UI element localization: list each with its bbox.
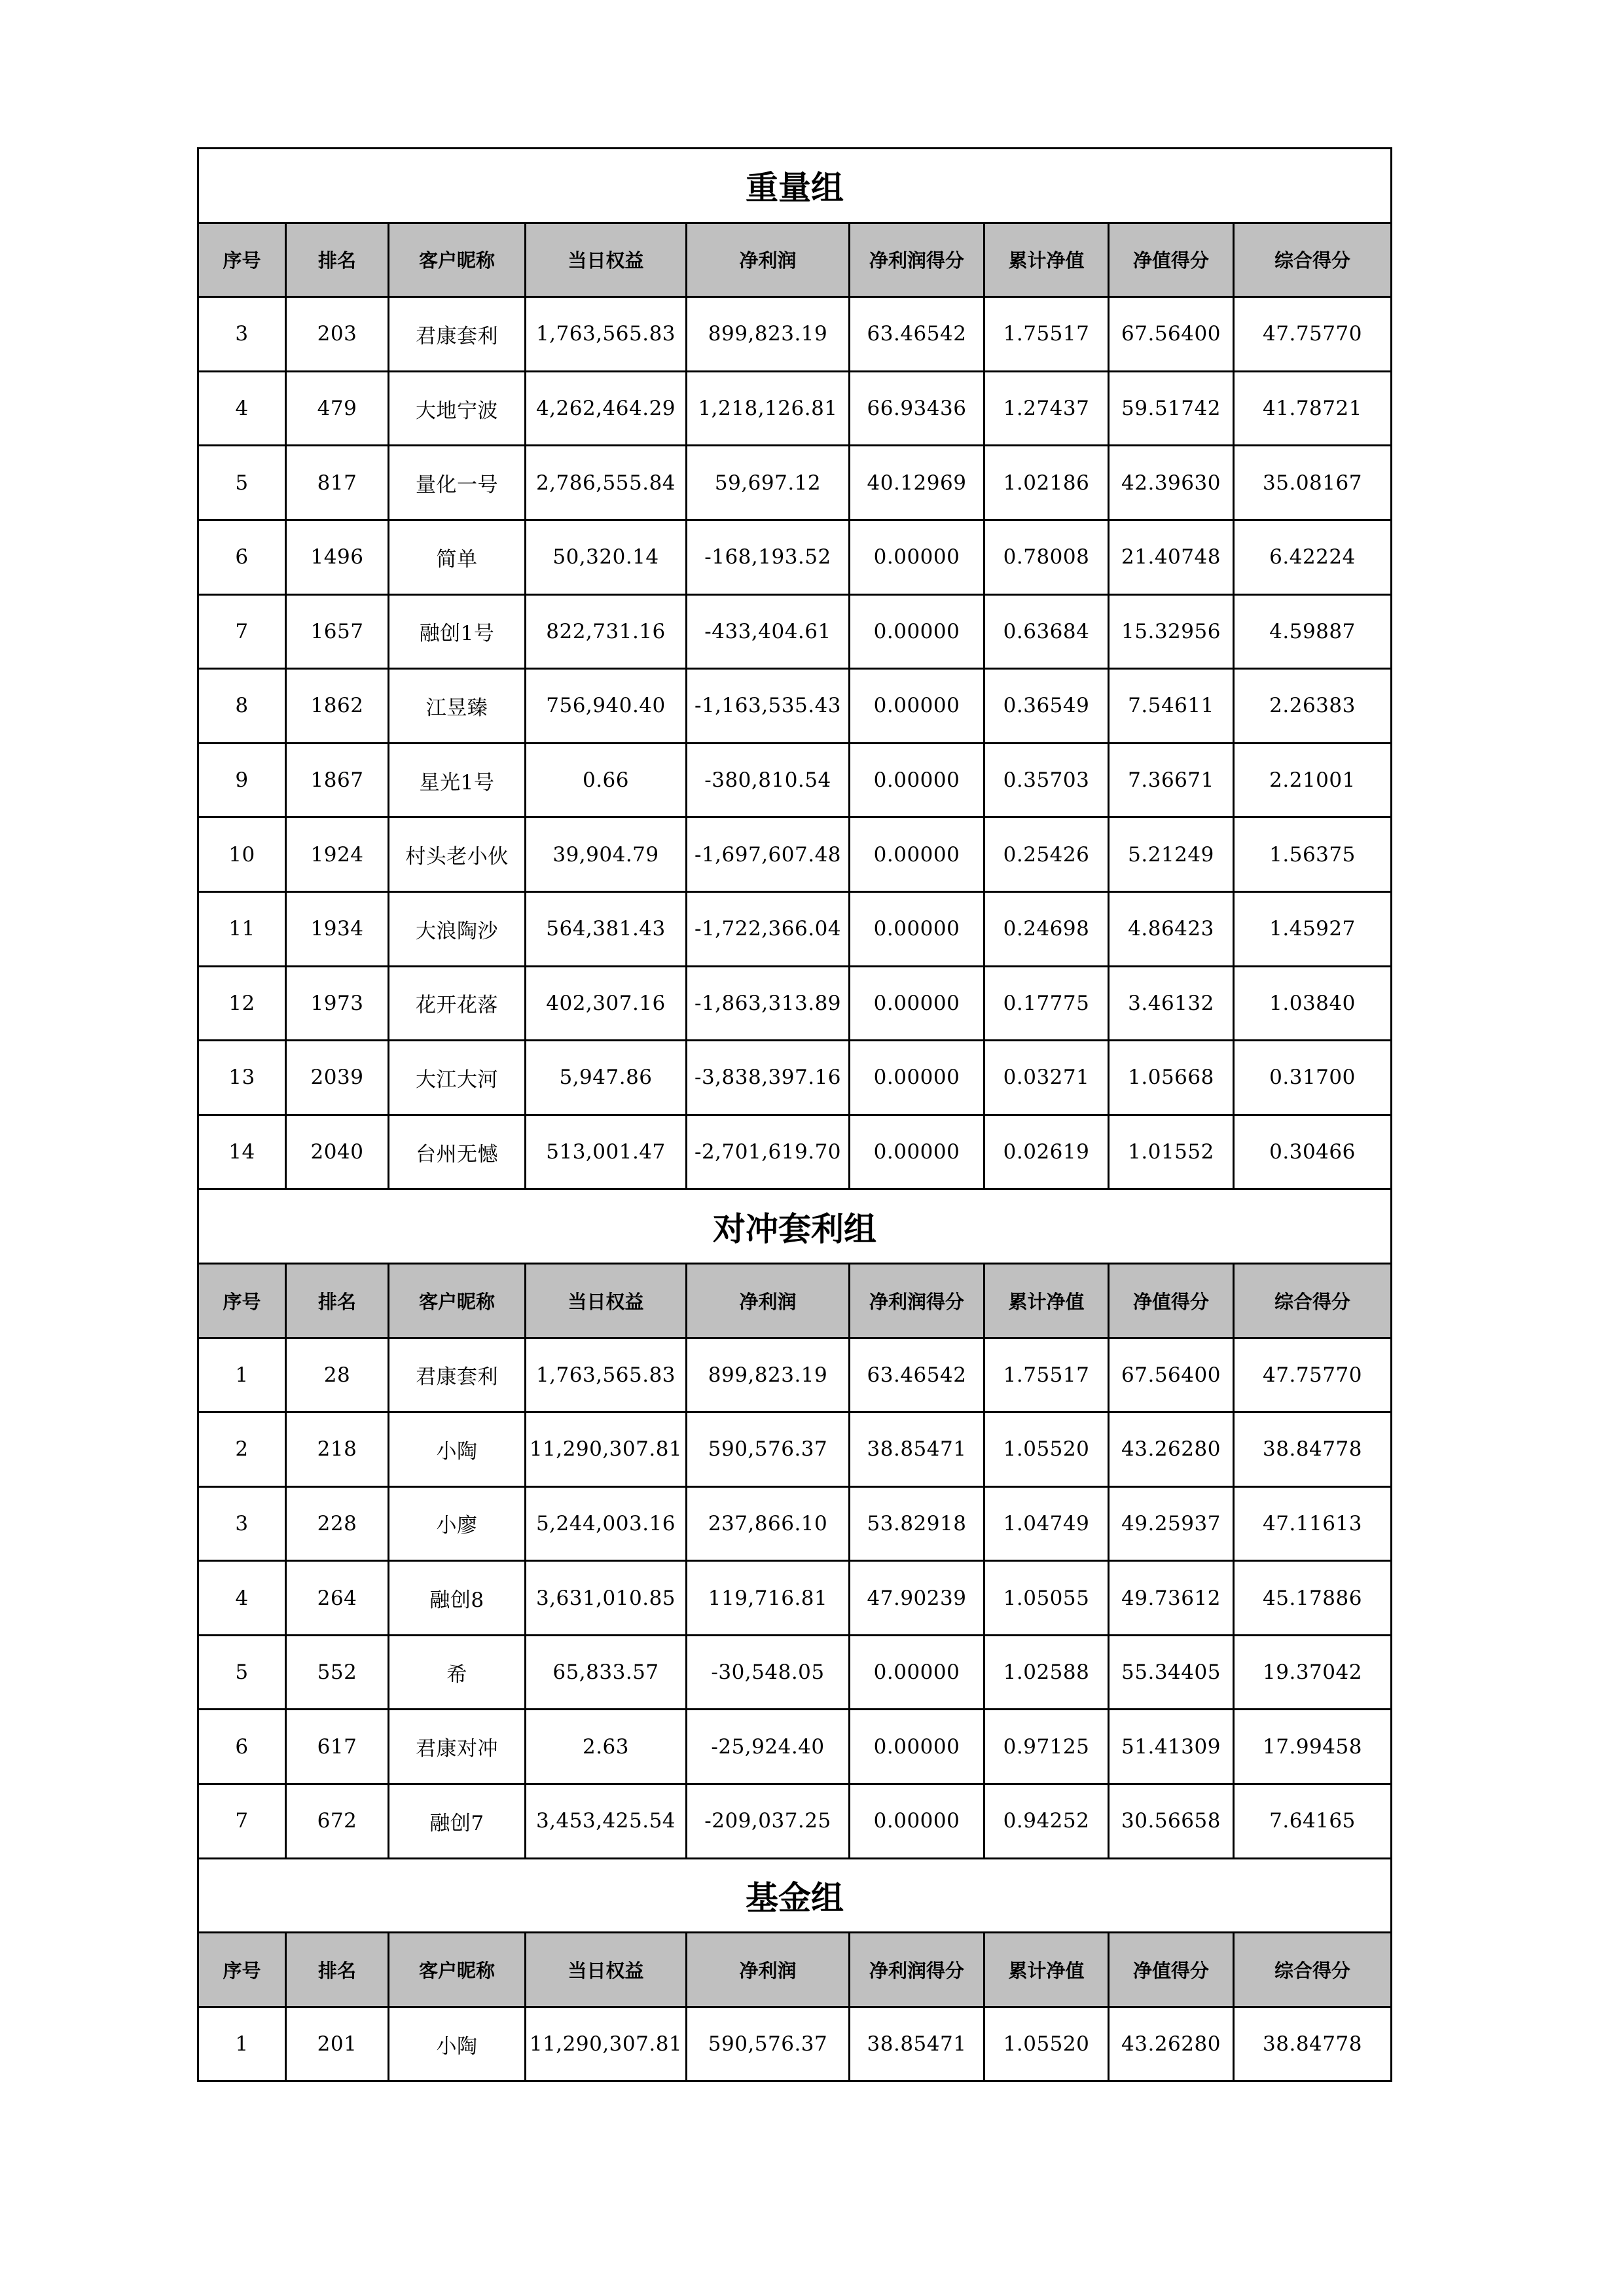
column-header-net-profit: 净利润 (687, 223, 850, 297)
column-header-seq: 序号 (198, 1933, 286, 2007)
cell-rank: 1924 (286, 817, 389, 892)
column-header-nickname: 客户昵称 (389, 1933, 526, 2007)
column-header-net-profit: 净利润 (687, 1933, 850, 2007)
table-row (198, 743, 1392, 817)
cell-seq: 6 (198, 520, 286, 594)
cell-equity: 513,001.47 (526, 1115, 687, 1189)
cell-net-profit: -433,404.61 (687, 594, 850, 669)
cell-rank: 479 (286, 371, 389, 446)
cell-cum-nav: 0.97125 (984, 1710, 1109, 1784)
column-header-net-profit-score: 净利润得分 (850, 1933, 984, 2007)
cell-rank: 817 (286, 446, 389, 520)
cell-equity: 3,453,425.54 (526, 1784, 687, 1859)
section-title-row (198, 1189, 1392, 1264)
cell-net-profit: 590,576.37 (687, 2007, 850, 2081)
cell-net-profit: -168,193.52 (687, 520, 850, 594)
table-row (198, 371, 1392, 446)
cell-nav-score: 5.21249 (1109, 817, 1234, 892)
cell-net-profit: 59,697.12 (687, 446, 850, 520)
cell-rank: 2039 (286, 1041, 389, 1115)
cell-cum-nav: 0.25426 (984, 817, 1109, 892)
column-header-row (198, 1933, 1392, 2007)
cell-net-profit: 119,716.81 (687, 1561, 850, 1636)
table-row (198, 1784, 1392, 1859)
cell-cum-nav: 1.04749 (984, 1486, 1109, 1561)
ranking-table (197, 147, 1392, 2082)
cell-rank: 672 (286, 1784, 389, 1859)
cell-seq: 1 (198, 1338, 286, 1412)
cell-nickname: 大浪陶沙 (389, 891, 526, 966)
cell-rank: 218 (286, 1412, 389, 1487)
column-header-cum-nav: 累计净值 (984, 1933, 1109, 2007)
column-header-rank: 排名 (286, 1933, 389, 2007)
table-row (198, 1412, 1392, 1487)
cell-cum-nav: 0.03271 (984, 1041, 1109, 1115)
cell-nickname: 台州无憾 (389, 1115, 526, 1189)
cell-nickname: 融创8 (389, 1561, 526, 1636)
cell-total-score: 19.37042 (1234, 1635, 1392, 1710)
table-row (198, 520, 1392, 594)
table-row (198, 1338, 1392, 1412)
cell-nav-score: 43.26280 (1109, 2007, 1234, 2081)
cell-total-score: 47.75770 (1234, 1338, 1392, 1412)
cell-net-profit-score: 63.46542 (850, 297, 984, 372)
cell-equity: 1,763,565.83 (526, 1338, 687, 1412)
cell-equity: 3,631,010.85 (526, 1561, 687, 1636)
cell-cum-nav: 0.02619 (984, 1115, 1109, 1189)
cell-total-score: 2.26383 (1234, 669, 1392, 744)
cell-net-profit-score: 0.00000 (850, 817, 984, 892)
cell-seq: 3 (198, 1486, 286, 1561)
cell-cum-nav: 1.02588 (984, 1635, 1109, 1710)
cell-seq: 11 (198, 891, 286, 966)
cell-equity: 5,244,003.16 (526, 1486, 687, 1561)
cell-rank: 228 (286, 1486, 389, 1561)
column-header-seq: 序号 (198, 1263, 286, 1338)
cell-equity: 39,904.79 (526, 817, 687, 892)
table-row (198, 1561, 1392, 1636)
table-row (198, 1710, 1392, 1784)
cell-seq: 10 (198, 817, 286, 892)
cell-rank: 1657 (286, 594, 389, 669)
cell-equity: 11,290,307.81 (526, 1412, 687, 1487)
cell-equity: 4,262,464.29 (526, 371, 687, 446)
cell-rank: 1973 (286, 966, 389, 1041)
cell-net-profit-score: 0.00000 (850, 1635, 984, 1710)
cell-equity: 564,381.43 (526, 891, 687, 966)
cell-total-score: 0.30466 (1234, 1115, 1392, 1189)
cell-cum-nav: 1.27437 (984, 371, 1109, 446)
cell-equity: 65,833.57 (526, 1635, 687, 1710)
cell-net-profit-score: 63.46542 (850, 1338, 984, 1412)
cell-net-profit: -1,722,366.04 (687, 891, 850, 966)
cell-seq: 5 (198, 446, 286, 520)
ranking-table-body (198, 149, 1392, 2081)
cell-nav-score: 1.01552 (1109, 1115, 1234, 1189)
column-header-nickname: 客户昵称 (389, 223, 526, 297)
cell-nav-score: 59.51742 (1109, 371, 1234, 446)
cell-total-score: 1.45927 (1234, 891, 1392, 966)
cell-nav-score: 3.46132 (1109, 966, 1234, 1041)
cell-net-profit-score: 0.00000 (850, 966, 984, 1041)
cell-nickname: 村头老小伙 (389, 817, 526, 892)
cell-equity: 822,731.16 (526, 594, 687, 669)
column-header-rank: 排名 (286, 1263, 389, 1338)
cell-seq: 3 (198, 297, 286, 372)
cell-total-score: 45.17886 (1234, 1561, 1392, 1636)
cell-seq: 7 (198, 594, 286, 669)
cell-net-profit-score: 0.00000 (850, 520, 984, 594)
table-row (198, 669, 1392, 744)
cell-seq: 13 (198, 1041, 286, 1115)
cell-net-profit: 590,576.37 (687, 1412, 850, 1487)
cell-nav-score: 15.32956 (1109, 594, 1234, 669)
cell-net-profit-score: 38.85471 (850, 1412, 984, 1487)
column-header-cum-nav: 累计净值 (984, 1263, 1109, 1338)
cell-equity: 50,320.14 (526, 520, 687, 594)
section-title: 基金组 (198, 1858, 1392, 1933)
cell-nickname: 君康套利 (389, 1338, 526, 1412)
cell-net-profit: -2,701,619.70 (687, 1115, 850, 1189)
cell-rank: 617 (286, 1710, 389, 1784)
cell-total-score: 35.08167 (1234, 446, 1392, 520)
cell-cum-nav: 1.05520 (984, 2007, 1109, 2081)
cell-equity: 5,947.86 (526, 1041, 687, 1115)
cell-net-profit: -25,924.40 (687, 1710, 850, 1784)
cell-total-score: 0.31700 (1234, 1041, 1392, 1115)
column-header-row (198, 223, 1392, 297)
cell-nickname: 简单 (389, 520, 526, 594)
table-row (198, 594, 1392, 669)
cell-total-score: 38.84778 (1234, 2007, 1392, 2081)
cell-seq: 7 (198, 1784, 286, 1859)
cell-cum-nav: 0.36549 (984, 669, 1109, 744)
cell-net-profit-score: 0.00000 (850, 594, 984, 669)
cell-net-profit: 1,218,126.81 (687, 371, 850, 446)
cell-total-score: 7.64165 (1234, 1784, 1392, 1859)
cell-seq: 12 (198, 966, 286, 1041)
cell-total-score: 2.21001 (1234, 743, 1392, 817)
table-row (198, 297, 1392, 372)
cell-total-score: 6.42224 (1234, 520, 1392, 594)
section-title-row (198, 1858, 1392, 1933)
cell-cum-nav: 0.78008 (984, 520, 1109, 594)
table-row (198, 2007, 1392, 2081)
table-row (198, 1041, 1392, 1115)
cell-seq: 4 (198, 371, 286, 446)
column-header-nav-score: 净值得分 (1109, 223, 1234, 297)
section-title: 重量组 (198, 149, 1392, 223)
column-header-nav-score: 净值得分 (1109, 1933, 1234, 2007)
cell-cum-nav: 0.94252 (984, 1784, 1109, 1859)
section-title-row (198, 149, 1392, 223)
column-header-rank: 排名 (286, 223, 389, 297)
table-row (198, 446, 1392, 520)
cell-seq: 14 (198, 1115, 286, 1189)
cell-cum-nav: 1.75517 (984, 297, 1109, 372)
cell-nav-score: 7.36671 (1109, 743, 1234, 817)
cell-nav-score: 49.73612 (1109, 1561, 1234, 1636)
cell-nav-score: 67.56400 (1109, 1338, 1234, 1412)
cell-net-profit: -3,838,397.16 (687, 1041, 850, 1115)
cell-nickname: 小陶 (389, 2007, 526, 2081)
cell-net-profit-score: 0.00000 (850, 1115, 984, 1189)
cell-rank: 2040 (286, 1115, 389, 1189)
cell-net-profit-score: 0.00000 (850, 1041, 984, 1115)
column-header-total-score: 综合得分 (1234, 1933, 1392, 2007)
cell-net-profit-score: 0.00000 (850, 1710, 984, 1784)
cell-equity: 756,940.40 (526, 669, 687, 744)
cell-total-score: 1.56375 (1234, 817, 1392, 892)
cell-net-profit-score: 66.93436 (850, 371, 984, 446)
cell-net-profit: 899,823.19 (687, 297, 850, 372)
cell-rank: 1496 (286, 520, 389, 594)
cell-total-score: 4.59887 (1234, 594, 1392, 669)
section-title: 对冲套利组 (198, 1189, 1392, 1264)
column-header-seq: 序号 (198, 223, 286, 297)
cell-rank: 552 (286, 1635, 389, 1710)
cell-nickname: 君康套利 (389, 297, 526, 372)
column-header-equity: 当日权益 (526, 223, 687, 297)
cell-rank: 201 (286, 2007, 389, 2081)
column-header-row (198, 1263, 1392, 1338)
table-row (198, 1635, 1392, 1710)
cell-net-profit-score: 0.00000 (850, 669, 984, 744)
cell-net-profit: -30,548.05 (687, 1635, 850, 1710)
cell-net-profit: -1,697,607.48 (687, 817, 850, 892)
cell-net-profit-score: 0.00000 (850, 891, 984, 966)
cell-total-score: 47.75770 (1234, 297, 1392, 372)
cell-net-profit-score: 47.90239 (850, 1561, 984, 1636)
cell-net-profit: -380,810.54 (687, 743, 850, 817)
cell-net-profit-score: 38.85471 (850, 2007, 984, 2081)
cell-equity: 2.63 (526, 1710, 687, 1784)
cell-net-profit: -1,863,313.89 (687, 966, 850, 1041)
cell-nickname: 星光1号 (389, 743, 526, 817)
cell-total-score: 41.78721 (1234, 371, 1392, 446)
cell-nickname: 江昱臻 (389, 669, 526, 744)
cell-nav-score: 49.25937 (1109, 1486, 1234, 1561)
cell-nickname: 花开花落 (389, 966, 526, 1041)
cell-net-profit-score: 53.82918 (850, 1486, 984, 1561)
cell-nav-score: 1.05668 (1109, 1041, 1234, 1115)
cell-net-profit-score: 0.00000 (850, 743, 984, 817)
table-row (198, 817, 1392, 892)
cell-nav-score: 51.41309 (1109, 1710, 1234, 1784)
cell-rank: 264 (286, 1561, 389, 1636)
column-header-nickname: 客户昵称 (389, 1263, 526, 1338)
cell-total-score: 1.03840 (1234, 966, 1392, 1041)
cell-nickname: 量化一号 (389, 446, 526, 520)
column-header-net-profit: 净利润 (687, 1263, 850, 1338)
column-header-cum-nav: 累计净值 (984, 223, 1109, 297)
cell-total-score: 38.84778 (1234, 1412, 1392, 1487)
table-row (198, 1115, 1392, 1189)
cell-nav-score: 4.86423 (1109, 891, 1234, 966)
cell-nickname: 大地宁波 (389, 371, 526, 446)
cell-net-profit: 237,866.10 (687, 1486, 850, 1561)
cell-seq: 2 (198, 1412, 286, 1487)
cell-rank: 1934 (286, 891, 389, 966)
cell-nickname: 君康对冲 (389, 1710, 526, 1784)
cell-nickname: 小陶 (389, 1412, 526, 1487)
cell-net-profit-score: 40.12969 (850, 446, 984, 520)
cell-cum-nav: 1.05520 (984, 1412, 1109, 1487)
table-row (198, 1486, 1392, 1561)
cell-equity: 0.66 (526, 743, 687, 817)
cell-cum-nav: 1.05055 (984, 1561, 1109, 1636)
column-header-nav-score: 净值得分 (1109, 1263, 1234, 1338)
cell-rank: 28 (286, 1338, 389, 1412)
cell-nickname: 融创1号 (389, 594, 526, 669)
cell-net-profit: 899,823.19 (687, 1338, 850, 1412)
cell-cum-nav: 0.35703 (984, 743, 1109, 817)
column-header-equity: 当日权益 (526, 1263, 687, 1338)
column-header-total-score: 综合得分 (1234, 1263, 1392, 1338)
cell-net-profit: -1,163,535.43 (687, 669, 850, 744)
cell-total-score: 47.11613 (1234, 1486, 1392, 1561)
table-row (198, 891, 1392, 966)
cell-cum-nav: 0.17775 (984, 966, 1109, 1041)
cell-nav-score: 67.56400 (1109, 297, 1234, 372)
cell-nav-score: 7.54611 (1109, 669, 1234, 744)
cell-nav-score: 21.40748 (1109, 520, 1234, 594)
cell-rank: 1867 (286, 743, 389, 817)
cell-nav-score: 30.56658 (1109, 1784, 1234, 1859)
cell-seq: 1 (198, 2007, 286, 2081)
column-header-total-score: 综合得分 (1234, 223, 1392, 297)
cell-nickname: 融创7 (389, 1784, 526, 1859)
cell-nav-score: 55.34405 (1109, 1635, 1234, 1710)
cell-equity: 1,763,565.83 (526, 297, 687, 372)
cell-net-profit: -209,037.25 (687, 1784, 850, 1859)
cell-nickname: 大江大河 (389, 1041, 526, 1115)
column-header-net-profit-score: 净利润得分 (850, 223, 984, 297)
cell-cum-nav: 1.02186 (984, 446, 1109, 520)
cell-equity: 2,786,555.84 (526, 446, 687, 520)
cell-nickname: 希 (389, 1635, 526, 1710)
column-header-equity: 当日权益 (526, 1933, 687, 2007)
cell-nav-score: 42.39630 (1109, 446, 1234, 520)
cell-rank: 203 (286, 297, 389, 372)
cell-seq: 9 (198, 743, 286, 817)
cell-cum-nav: 0.24698 (984, 891, 1109, 966)
cell-seq: 8 (198, 669, 286, 744)
cell-nickname: 小廖 (389, 1486, 526, 1561)
cell-seq: 4 (198, 1561, 286, 1636)
cell-equity: 402,307.16 (526, 966, 687, 1041)
column-header-net-profit-score: 净利润得分 (850, 1263, 984, 1338)
cell-cum-nav: 1.75517 (984, 1338, 1109, 1412)
cell-net-profit-score: 0.00000 (850, 1784, 984, 1859)
cell-nav-score: 43.26280 (1109, 1412, 1234, 1487)
cell-rank: 1862 (286, 669, 389, 744)
cell-seq: 6 (198, 1710, 286, 1784)
cell-seq: 5 (198, 1635, 286, 1710)
cell-total-score: 17.99458 (1234, 1710, 1392, 1784)
cell-equity: 11,290,307.81 (526, 2007, 687, 2081)
table-row (198, 966, 1392, 1041)
cell-cum-nav: 0.63684 (984, 594, 1109, 669)
